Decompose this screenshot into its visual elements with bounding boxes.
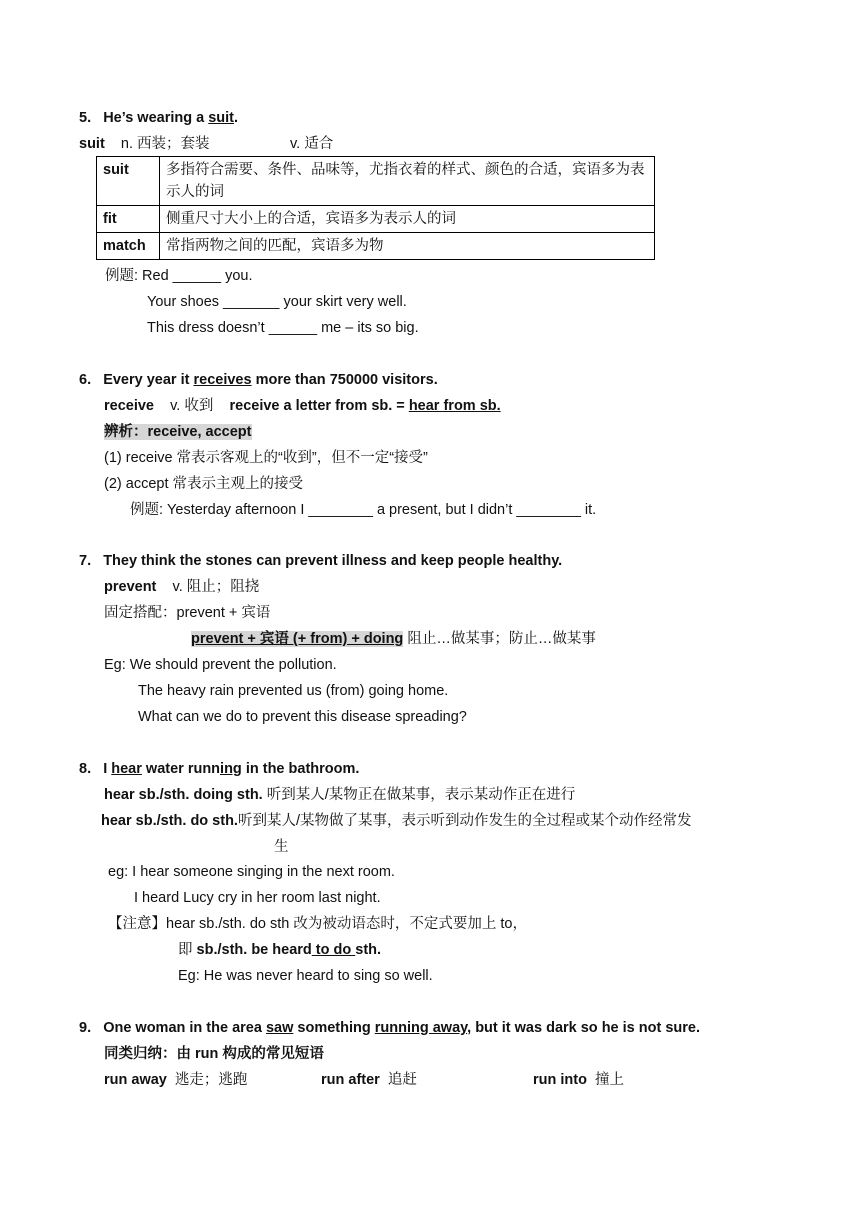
table-word: match <box>97 233 160 260</box>
rule-line: hear sb./sth. do sth.听到某人/某物做了某事，表示听到动作发生的全过程或某个动作经常发 <box>101 813 692 829</box>
note-line: 即 sb./sth. be heard to do sth. <box>178 942 382 958</box>
example-line: Your shoes _______ your skirt very well. <box>147 294 407 310</box>
table-word: fit <box>97 206 160 233</box>
example-line: I heard Lucy cry in her room last night. <box>134 890 381 906</box>
list-item: (2) accept 常表示主观上的接受 <box>104 476 304 492</box>
definition-line: suit n. 西装；套装 <box>79 136 210 152</box>
section-number: 5. <box>79 110 92 126</box>
table-meaning: 常指两物之间的匹配，宾语多为物 <box>160 233 655 260</box>
phrase-item: run into 撞上 <box>533 1072 625 1088</box>
table-row <box>97 157 655 206</box>
example-line: What can we do to prevent this disease spreading? <box>138 709 467 725</box>
example-line: This dress doesn’t ______ me – its so big. <box>147 320 419 336</box>
table-row <box>97 206 655 233</box>
keyword: receives <box>193 372 252 388</box>
example-line: eg: I hear someone singing in the next room. <box>108 864 395 880</box>
comparison-table <box>96 156 655 260</box>
example-line: Eg: We should prevent the pollution. <box>104 657 337 673</box>
table-meaning: 多指符合需要、条件、品味等，尤指衣着的样式、颜色的合适，宾语多为表示人的词 <box>160 157 655 206</box>
definition-line: receive v. 收到 receive a letter from sb. = hear from sb. <box>104 398 501 414</box>
section-number: 9. <box>79 1020 92 1036</box>
analysis-label: 辨析：receive, accept <box>104 424 252 440</box>
keyword: suit <box>208 110 235 126</box>
phrase-item: run away 逃走；逃跑 <box>104 1072 248 1088</box>
phrase-item: run after 追赶 <box>321 1072 417 1088</box>
example-line: 例题: Yesterday afternoon I ________ a present, but I didn’t ________ it. <box>130 502 597 518</box>
section-7-heading: 7. They think the stones can prevent illness and keep people healthy. <box>79 553 563 569</box>
example-line: Eg: He was never heard to sing so well. <box>178 968 433 984</box>
section-9-heading: 9. One woman in the area saw something running away, but it was dark so he is not sure. <box>79 1020 700 1036</box>
example-line: The heavy rain prevented us (from) going home. <box>138 683 449 699</box>
section-number: 7. <box>79 553 92 569</box>
table-row <box>97 233 655 260</box>
rule-line: hear sb./sth. doing sth. 听到某人/某物正在做某事，表示某动作正在进行 <box>104 787 576 803</box>
definition-line: prevent v. 阻止；阻挠 <box>104 579 260 595</box>
rule-line-wrap: 生 <box>274 839 289 855</box>
section-5-heading: 5. He’s wearing a suit. <box>79 110 239 126</box>
note-line: 【注意】hear sb./sth. do sth 改为被动语态时，不定式要加上 to， <box>108 916 527 932</box>
section-8-heading: 8. I hear water running in the bathroom. <box>79 761 360 777</box>
section-6-heading: 6. Every year it receives more than 750000 visitors. <box>79 372 438 388</box>
summary-label: 同类归纳：由 run 构成的常见短语 <box>104 1046 324 1062</box>
section-number: 6. <box>79 372 92 388</box>
fixed-collocation: 固定搭配：prevent + 宾语 <box>104 605 271 621</box>
list-item: (1) receive 常表示客观上的“收到”，但不一定“接受” <box>104 450 428 466</box>
table-meaning: 侧重尺寸大小上的合适，宾语多为表示人的词 <box>160 206 655 233</box>
definition-verb: v. 适合 <box>290 136 334 152</box>
table-word: suit <box>97 157 160 206</box>
collocation-pattern: prevent + 宾语 (+ from) + doing 阻止…做某事；防止…做某事 <box>191 631 596 647</box>
example-line: 例题: Red ______ you. <box>105 268 253 284</box>
section-number: 8. <box>79 761 92 777</box>
